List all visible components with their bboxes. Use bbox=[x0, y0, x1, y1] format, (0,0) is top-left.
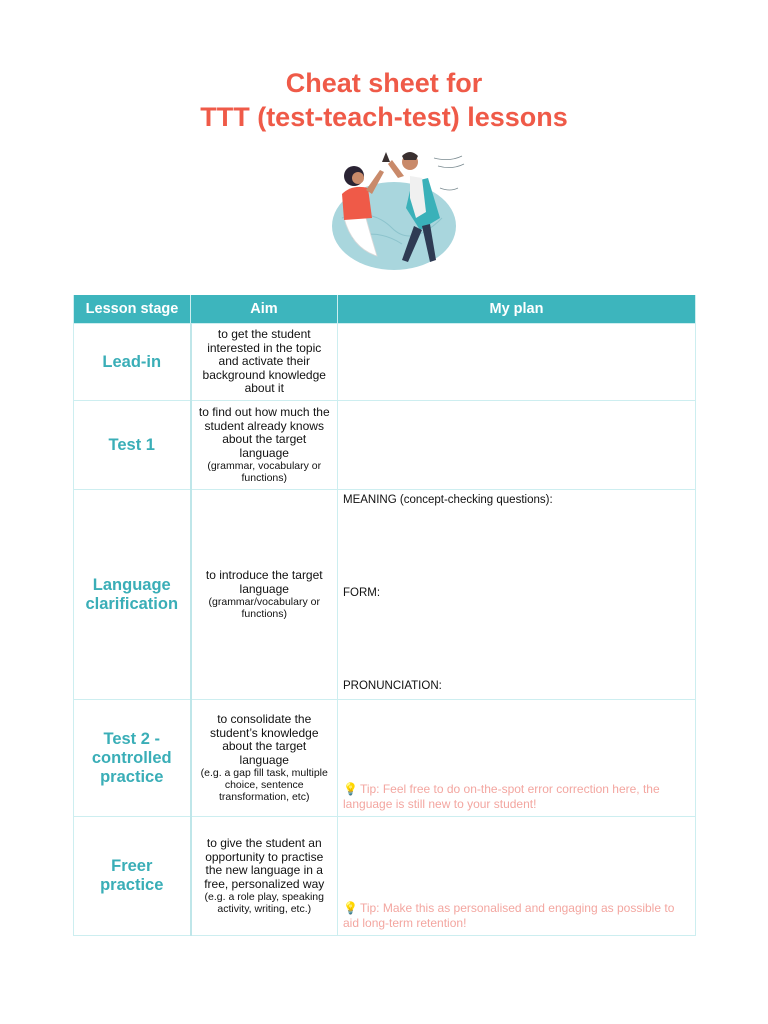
tip-label: Tip: Feel free to do on-the-spot error correction here, the language is still new to your student! bbox=[343, 782, 660, 811]
stage-label: Freer practice bbox=[100, 857, 164, 894]
page-title bbox=[0, 66, 768, 134]
aim-text: to get the student interested in the topic and activate their background knowledge about it bbox=[202, 327, 326, 396]
stage-cell bbox=[74, 401, 191, 490]
title-line-2: TTT (test-teach-test) lessons bbox=[200, 102, 568, 132]
table-row bbox=[74, 700, 696, 817]
aim-text bbox=[192, 569, 338, 620]
my-plan-cell[interactable] bbox=[338, 700, 696, 817]
my-plan-cell[interactable] bbox=[338, 490, 696, 700]
aim-cell bbox=[191, 817, 338, 936]
high-five-illustration bbox=[322, 148, 468, 272]
header-my-plan: My plan bbox=[338, 295, 696, 324]
my-plan-cell[interactable] bbox=[338, 817, 696, 936]
table-row bbox=[74, 817, 696, 936]
aim-note: (e.g. a gap fill task, multiple choice, sentence transformation, etc) bbox=[200, 767, 328, 803]
stage-label: Test 2 - controlled practice bbox=[91, 729, 172, 786]
lesson-plan-table bbox=[73, 295, 696, 936]
aim-main: to introduce the target language bbox=[205, 568, 323, 596]
stage-cell bbox=[74, 700, 191, 817]
aim-main: to consolidate the student’s knowledge about the target language bbox=[209, 712, 319, 767]
lightbulb-icon: 💡 bbox=[343, 782, 358, 796]
form-field-label: FORM: bbox=[343, 587, 381, 599]
header-lesson-stage: Lesson stage bbox=[74, 295, 191, 324]
tip-text bbox=[343, 901, 681, 931]
header-aim: Aim bbox=[191, 295, 338, 324]
aim-cell bbox=[191, 490, 338, 700]
aim-cell bbox=[191, 700, 338, 817]
aim-cell bbox=[191, 401, 338, 490]
aim-note: (e.g. a role play, speaking activity, writing, etc.) bbox=[204, 891, 324, 915]
my-plan-cell[interactable] bbox=[338, 401, 696, 490]
aim-main: to give the student an opportunity to practise the new language in a free, personalized way bbox=[204, 836, 325, 891]
my-plan-cell[interactable] bbox=[338, 324, 696, 401]
stage-cell bbox=[74, 324, 191, 401]
table-row bbox=[74, 324, 696, 401]
aim-note: (grammar/vocabulary or functions) bbox=[208, 596, 320, 620]
aim-note: (grammar, vocabulary or functions) bbox=[207, 460, 322, 484]
aim-text bbox=[192, 713, 338, 803]
tip-text bbox=[343, 782, 681, 812]
pronunciation-field-label: PRONUNCIATION: bbox=[343, 680, 442, 692]
title-line-1: Cheat sheet for bbox=[285, 68, 483, 98]
table-row bbox=[74, 490, 696, 700]
aim-main: to find out how much the student already knows about the target language bbox=[198, 405, 330, 460]
stage-label: Lead-in bbox=[102, 352, 162, 371]
lightbulb-icon: 💡 bbox=[343, 901, 358, 915]
stage-label: Test 1 bbox=[108, 435, 155, 454]
stage-cell bbox=[74, 490, 191, 700]
tip-label: Tip: Make this as personalised and engaging as possible to aid long-term retention! bbox=[343, 901, 675, 930]
table-row bbox=[74, 401, 696, 490]
aim-text bbox=[192, 837, 338, 915]
aim-cell bbox=[191, 324, 338, 401]
meaning-field-label: MEANING (concept-checking questions): bbox=[343, 494, 553, 506]
aim-text bbox=[192, 406, 338, 484]
table-header-row bbox=[74, 295, 696, 324]
stage-label: Language clarification bbox=[85, 575, 179, 613]
stage-cell bbox=[74, 817, 191, 936]
